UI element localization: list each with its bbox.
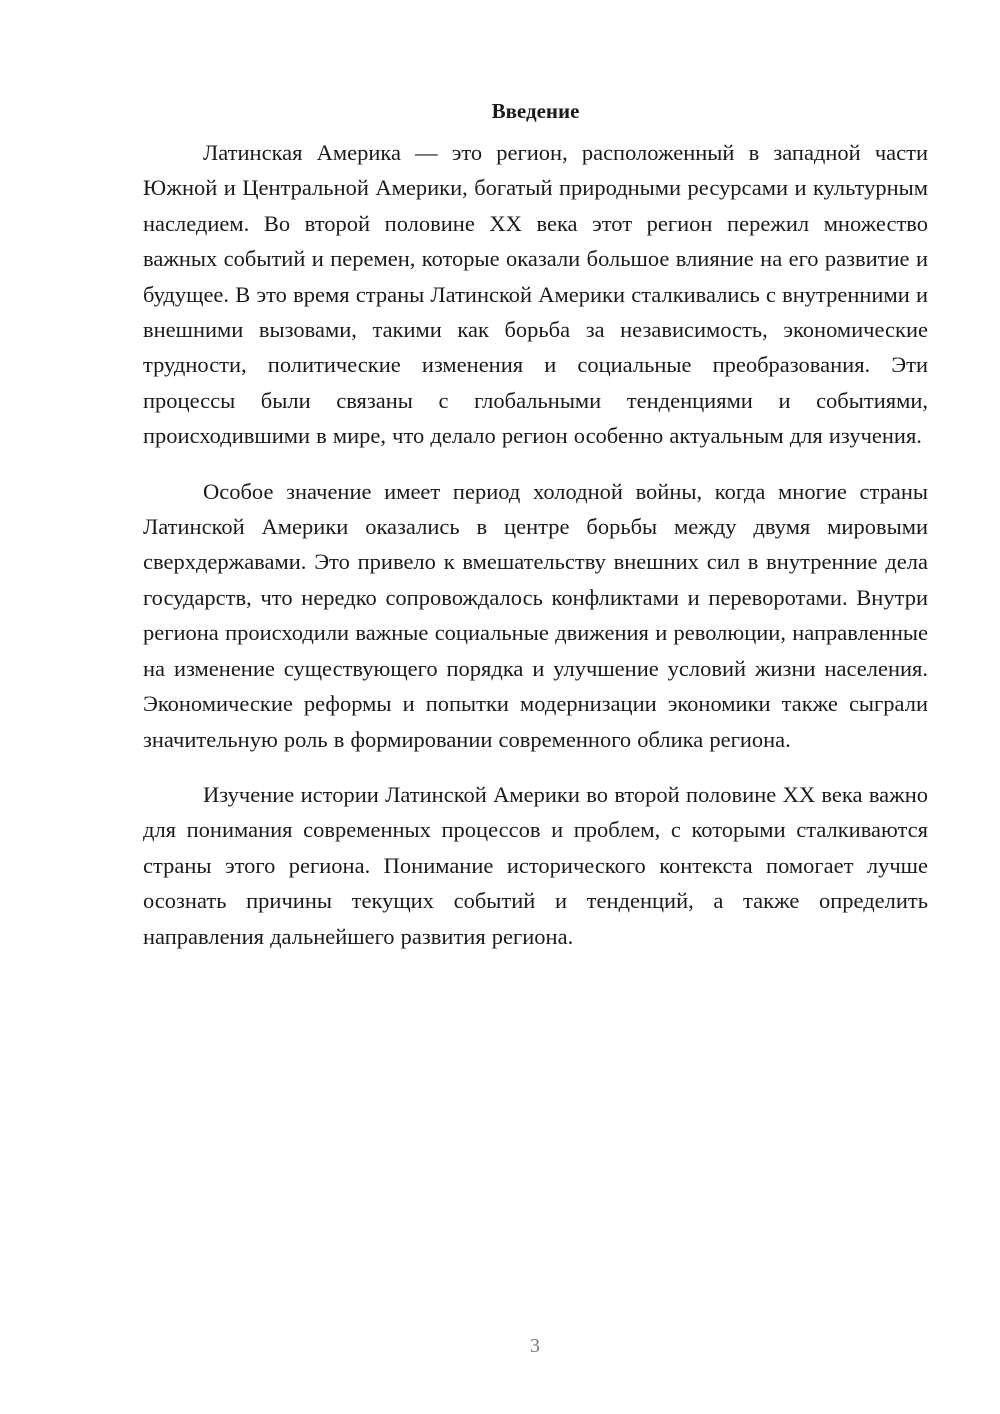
section-heading: Введение [491,99,580,123]
paragraph-intro: Латинская Америка — это регион, расположенный в западной части Южной и Центральной Америки, богатый природными ресурсами и культурным наследием. Во второй половине XX века этот регион пережил множество важных событий и перемен, которые оказали большое влияние на его развитие и будущее. В это время страны Латинской Америки сталкивались с внутренними и внешними вызовами, такими как борьба за независимость, экономические трудности, политические изменения и социальные преобразования. Эти процессы были связаны с глобальными тенденциями и событиями, происходившими в мире, что делало регион особенно актуальным для изучения. [143,140,928,449]
paragraph-study-importance: Изучение истории Латинской Америки во второй половине XX века важно для понимания современных процессов и проблем, с которыми сталкиваются страны этого региона. Понимание исторического контекста помогает лучше осознать причины текущих событий и тенденций, а также определить направления дальнейшего развития региона. [143,781,928,949]
page-content [143,96,928,974]
paragraph-cold-war: Особое значение имеет период холодной войны, когда многие страны Латинской Америки оказались в центре борьбы между двумя мировыми сверхдержавами. Это привело к вмешательству внешних сил в внутренние дела государств, что нередко сопровождалось конфликтами и переворотами. Внутри региона происходили важные социальные движения и революции, направленные на изменение существующего порядка и улучшение условий жизни населения. Экономические реформы и попытки модернизации экономики также сыграли значительную роль в формировании современного облика региона. [143,478,928,752]
page-number: 3 [530,1335,540,1357]
